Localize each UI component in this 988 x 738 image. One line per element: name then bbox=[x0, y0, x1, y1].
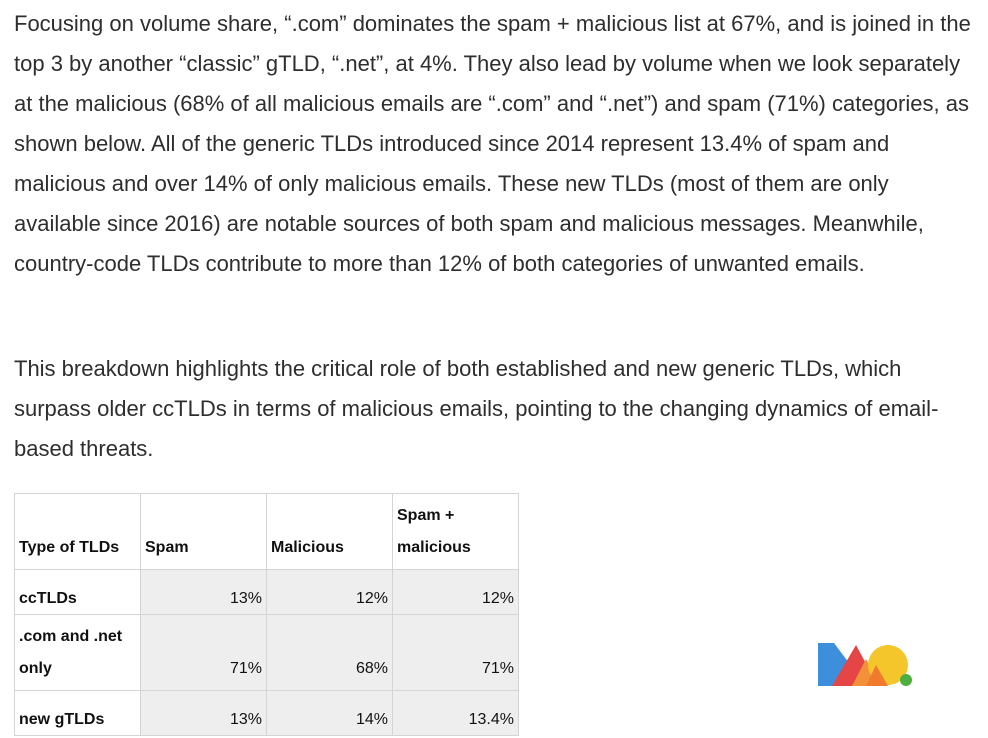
header-malicious: Malicious bbox=[267, 494, 393, 570]
tld-share-table bbox=[14, 493, 519, 736]
cell-malicious: 68% bbox=[267, 615, 393, 691]
row-label-cctlds: ccTLDs bbox=[15, 570, 141, 615]
paragraph-volume-share: Focusing on volume share, “.com” dominates the spam + malicious list at 67%, and is joined in the top 3 by another “classic” gTLD, “.net”, at 4%. They also lead by volume when we look separately at the malicious (68% of all malicious emails are “.com” and “.net”) and spam (71%) categories, as shown below. All of the generic TLDs introduced since 2014 represent 13.4% of spam and malicious and over 14% of only malicious emails. These new TLDs (most of them are only available since 2016) are notable sources of both spam and malicious messages. Meanwhile, country-code TLDs contribute to more than 12% of both categories of unwanted emails. bbox=[14, 11, 971, 276]
header-spam-malicious: Spam + malicious bbox=[393, 494, 519, 570]
cell-spam: 71% bbox=[141, 615, 267, 691]
cell-spam-malicious: 12% bbox=[393, 570, 519, 615]
table-row bbox=[15, 615, 519, 691]
cell-malicious: 12% bbox=[267, 570, 393, 615]
cell-spam: 13% bbox=[141, 691, 267, 736]
cell-spam-malicious: 13.4% bbox=[393, 691, 519, 736]
cell-malicious: 14% bbox=[267, 691, 393, 736]
cell-spam: 13% bbox=[141, 570, 267, 615]
header-type-of-tlds: Type of TLDs bbox=[15, 494, 141, 570]
cell-spam-malicious: 71% bbox=[393, 615, 519, 691]
row-label-new-gtlds: new gTLDs bbox=[15, 691, 141, 736]
table-row bbox=[15, 691, 519, 736]
logo-green-dot bbox=[900, 674, 912, 686]
brand-logo-icon bbox=[818, 641, 918, 689]
paragraph-breakdown: This breakdown highlights the critical role of both established and new generic TLDs, which surpass older ccTLDs in terms of malicious emails, pointing to the changing dynamics of email-based threats. bbox=[14, 356, 939, 461]
table-header-row bbox=[15, 494, 519, 570]
table-row bbox=[15, 570, 519, 615]
row-label-com-net: .com and .net only bbox=[15, 615, 141, 691]
header-spam: Spam bbox=[141, 494, 267, 570]
